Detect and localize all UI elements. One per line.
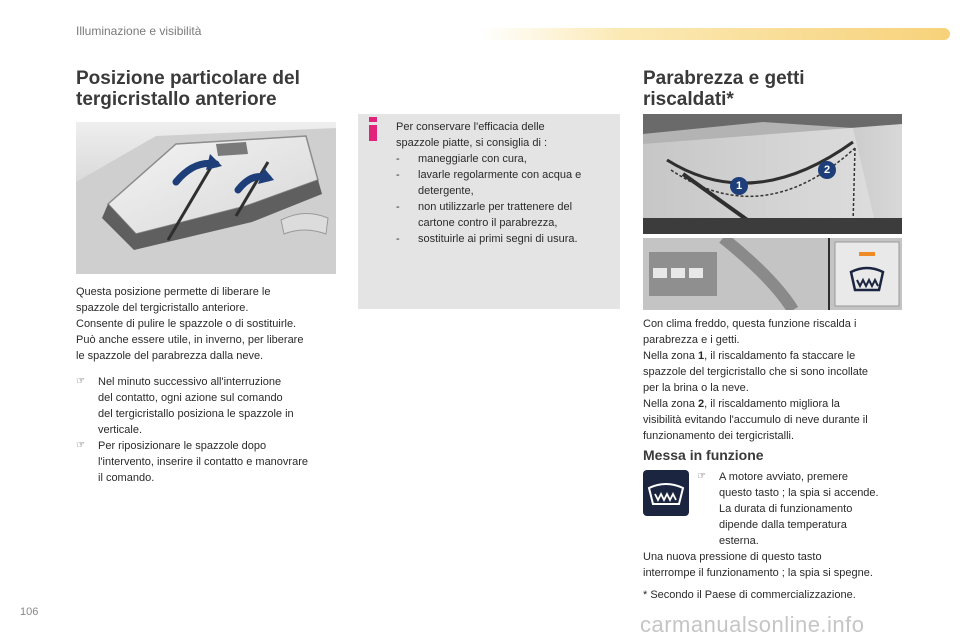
info-icon: [364, 116, 382, 142]
desc-line: Con clima freddo, questa funzione riscalda i: [643, 318, 857, 330]
left-intro-line: Può anche essere utile, in inverno, per liberare: [76, 334, 304, 346]
finger-pointer-icon: ☞: [76, 440, 85, 451]
info-line: Per conservare l'efficacia delle: [396, 121, 545, 133]
info-item: - maneggiarle con cura,: [396, 153, 527, 165]
left-intro-line: le spazzole del parabrezza dalla neve.: [76, 350, 264, 362]
left-bullets: [76, 374, 346, 486]
info-item-line: detergente,: [418, 185, 474, 197]
info-item: - non utilizzarle per trattenere del cartone contro il parabrezza,: [396, 201, 573, 229]
operation-bullet: [697, 469, 917, 549]
info-item-line: cartone contro il parabrezza,: [418, 217, 558, 229]
left-title-line2: tergicristallo anteriore: [76, 89, 277, 110]
info-item-line: maneggiarle con cura,: [418, 153, 527, 165]
heated-windscreen-illustration: [643, 114, 902, 234]
right-title-line1: Parabrezza e getti: [643, 68, 805, 89]
desc-line: per la brina o la neve.: [643, 382, 749, 394]
zone2-desc: Nella zona 2, il riscaldamento migliora la: [643, 398, 840, 410]
desc-line: spazzole del tergicristallo che si sono incollate: [643, 366, 869, 378]
bullet-line: l'intervento, inserire il contatto e manovrare: [98, 456, 308, 468]
op-line: questo tasto ; la spia si accende.: [719, 487, 879, 499]
stop-text: [643, 549, 933, 581]
op-line: dipende dalla temperatura: [719, 519, 847, 531]
bullet-vertical-position: [76, 374, 346, 438]
left-title-line1: Posizione particolare del: [76, 68, 300, 89]
bullet-line: il comando.: [98, 472, 155, 484]
info-item-line: non utilizzarle per trattenere del: [418, 201, 573, 213]
footnote: * Secondo il Paese di commercializzazione.: [643, 589, 856, 601]
left-intro-line: Consente di pulire le spazzole o di sostituirle.: [76, 318, 297, 330]
info-text: [396, 119, 610, 247]
bullet-line: del contatto, ogni azione sul comando: [98, 392, 283, 404]
bullet-reposition: [76, 438, 346, 486]
section-name: Illuminazione e visibilità: [76, 24, 202, 38]
left-intro-line: Questa posizione permette di liberare le: [76, 286, 271, 298]
stop-line: Una nuova pressione di questo tasto: [643, 551, 822, 563]
wiper-service-illustration: [76, 122, 336, 274]
desc-line: visibilità evitando l'accumulo di neve durante il: [643, 414, 868, 426]
right-description: [643, 316, 913, 444]
info-item: - sostituirle ai primi segni di usura.: [396, 233, 578, 245]
info-item-line: lavarle regolarmente con acqua e: [418, 169, 582, 181]
info-item: - lavarle regolarmente con acqua e detergente,: [396, 169, 582, 197]
desc-line: funzionamento dei tergicristalli.: [643, 430, 795, 442]
bullet-line: Nel minuto successivo all'interruzione: [98, 376, 282, 388]
bullet-line: verticale.: [98, 424, 143, 436]
left-title: [76, 68, 346, 110]
watermark: carmanualsonline.info: [640, 612, 865, 637]
zone-1-label: 1: [735, 180, 743, 192]
stop-line: interrompe il funzionamento ; la spia si spegne.: [643, 567, 873, 579]
op-line: A motore avviato, premere: [719, 471, 849, 483]
heated-windscreen-button: [643, 470, 689, 516]
zone1-desc: Nella zona 1, il riscaldamento fa staccare le: [643, 350, 856, 362]
operation-subtitle: Messa in funzione: [643, 447, 764, 463]
finger-pointer-icon: ☞: [76, 376, 85, 387]
right-title-line2: riscaldati*: [643, 89, 734, 110]
op-line: esterna.: [719, 535, 759, 547]
info-line: spazzole piatte, si consiglia di :: [396, 137, 548, 149]
info-item-line: sostituirle ai primi segni di usura.: [418, 233, 578, 245]
finger-pointer-icon: ☞: [697, 471, 706, 482]
op-line: La durata di funzionamento: [719, 503, 853, 515]
bullet-line: Per riposizionare le spazzole dopo: [98, 440, 267, 452]
bullet-line: del tergicristallo posiziona le spazzole in: [98, 408, 294, 420]
desc-line: parabrezza e i getti.: [643, 334, 740, 346]
right-title: [643, 68, 903, 110]
left-intro: [76, 284, 346, 364]
header-bar: [480, 28, 950, 40]
dashboard-illustration: [643, 238, 902, 310]
zone-2-label: 2: [823, 164, 831, 176]
heated-windscreen-icon: [847, 262, 887, 296]
page-number: 106: [20, 606, 39, 618]
left-intro-line: spazzole del tergicristallo anteriore.: [76, 302, 249, 314]
